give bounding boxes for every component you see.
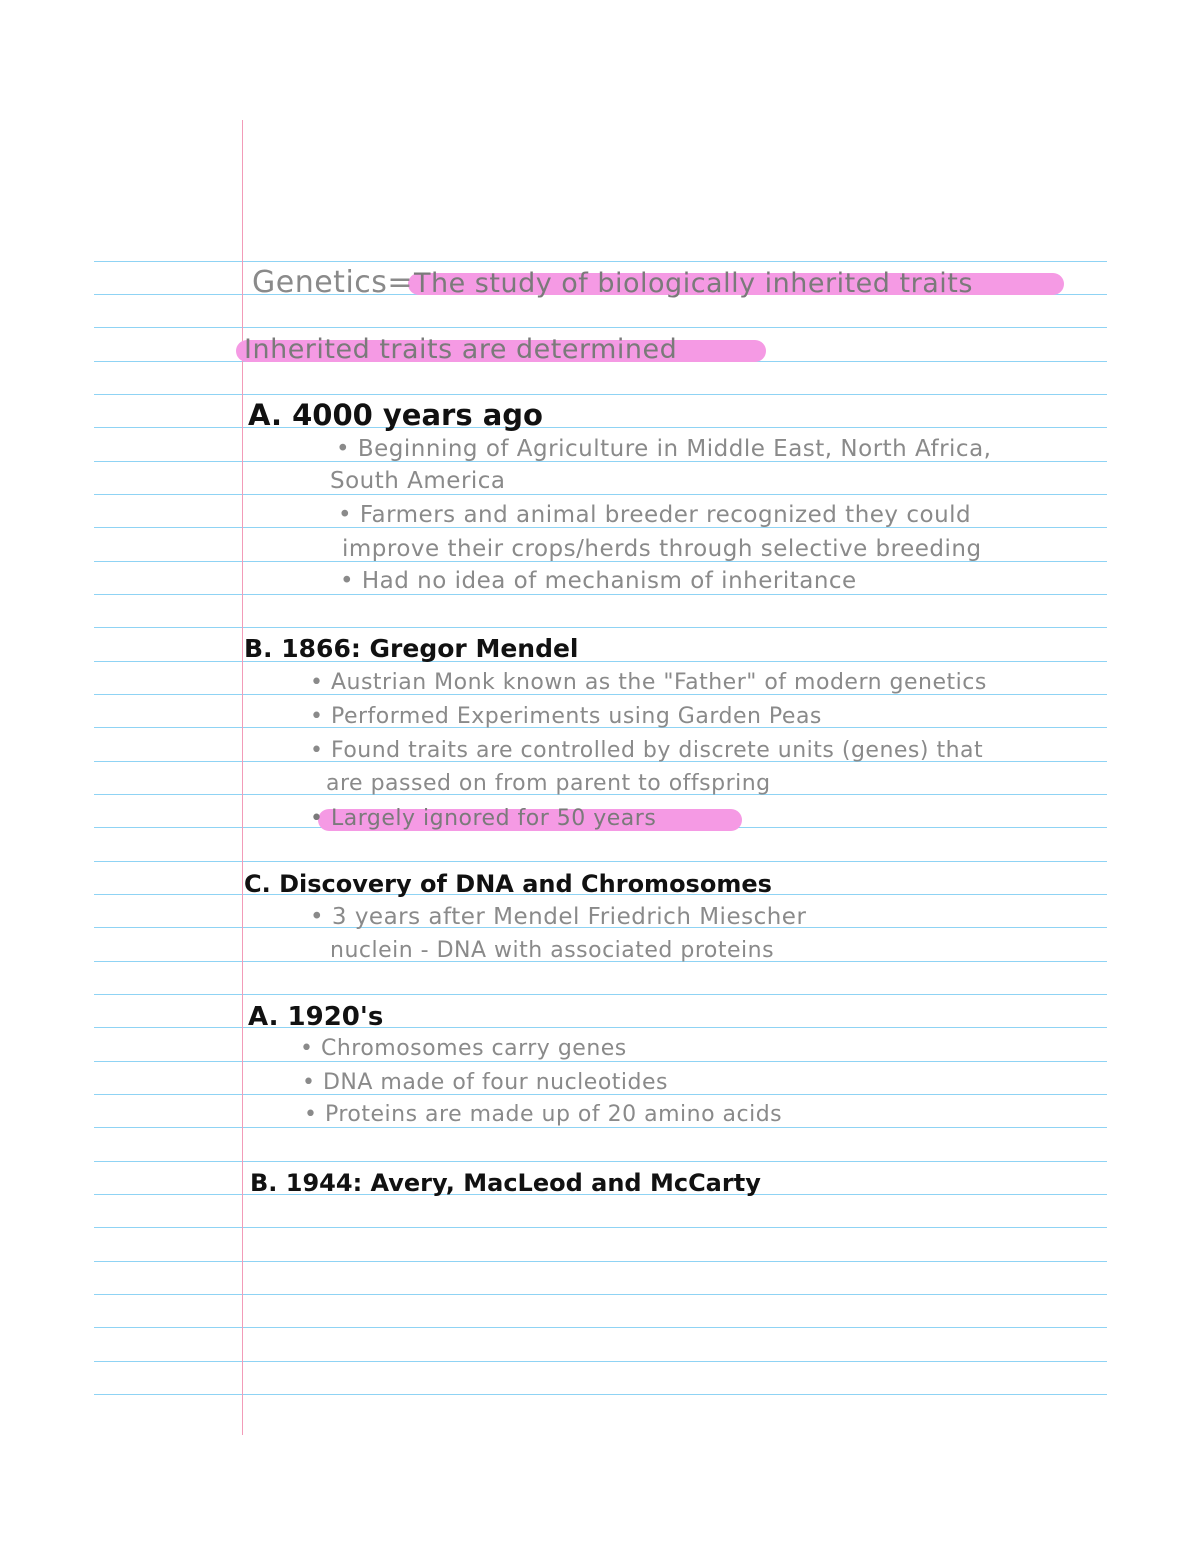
ruled-line [94,594,1107,595]
bullet-line: are passed on from parent to offspring [326,771,771,796]
bullet-line: • 3 years after Mendel Friedrich Miescher [310,904,807,930]
bullet-line: • Beginning of Agriculture in Middle East, North Africa, [336,436,992,462]
ruled-line [94,627,1107,628]
definition-term: Genetics= [252,265,414,300]
bullet-line: • Largely ignored for 50 years [310,806,657,831]
bullet-line: • Proteins are made up of 20 amino acids [304,1102,783,1127]
section-heading: B. 1944: Avery, MacLeod and McCarty [250,1169,761,1197]
definition-text: The study of biologically inherited traits [414,268,973,299]
ruled-line [94,327,1107,328]
ruled-line [94,861,1107,862]
ruled-line [94,1261,1107,1262]
ruled-line [94,261,1107,262]
ruled-line [94,994,1107,995]
intro-line: Inherited traits are determined [244,334,678,365]
ruled-line [94,1227,1107,1228]
ruled-line [94,1394,1107,1395]
section-heading: C. Discovery of DNA and Chromosomes [244,870,772,898]
bullet-line: • Farmers and animal breeder recognized they could [338,502,972,528]
ruled-line [94,1127,1107,1128]
ruled-line [94,1061,1107,1062]
ruled-line [94,427,1107,428]
bullet-line: nuclein - DNA with associated proteins [330,938,775,963]
ruled-line [94,1161,1107,1162]
ruled-line [94,494,1107,495]
bullet-line: improve their crops/herds through selective breeding [342,536,982,562]
bullet-line: • Chromosomes carry genes [300,1036,627,1061]
ruled-line [94,1027,1107,1028]
section-heading: B. 1866: Gregor Mendel [244,634,579,663]
margin-line [242,120,243,1435]
section-heading: A. 1920's [248,1002,384,1032]
bullet-line: • Performed Experiments using Garden Peas [310,704,822,729]
ruled-line [94,1294,1107,1295]
bullet-line: • Found traits are controlled by discrete units (genes) that [310,738,984,763]
ruled-line [94,1361,1107,1362]
section-heading: A. 4000 years ago [248,398,543,432]
bullet-line: • DNA made of four nucleotides [302,1070,668,1095]
bullet-line: • Had no idea of mechanism of inheritance [340,568,857,594]
bullet-line: South America [330,468,506,494]
ruled-line [94,394,1107,395]
bullet-line: • Austrian Monk known as the "Father" of modern genetics [310,670,987,695]
ruled-line [94,1327,1107,1328]
